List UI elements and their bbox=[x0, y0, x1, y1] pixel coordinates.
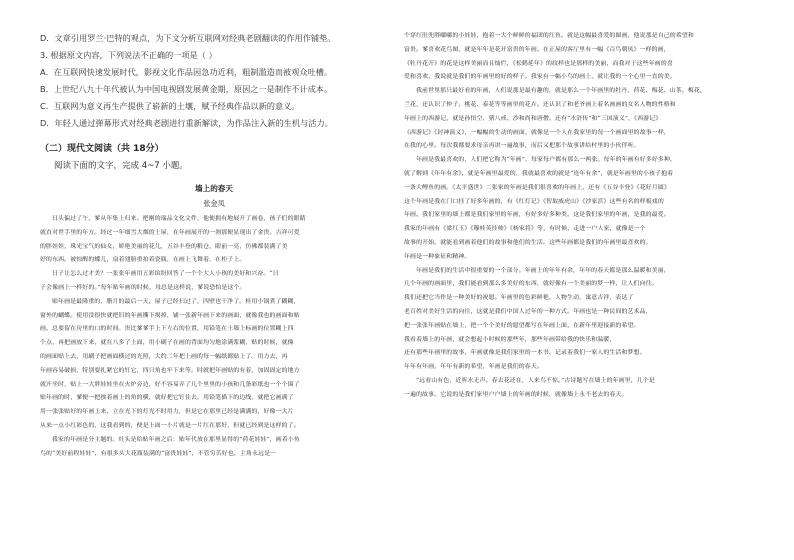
text-line: 用一张张贴好的年画上来，立在光下的灯光不时用力，但是它在那里已经是满满的，好像一大片 bbox=[40, 409, 294, 416]
text-line: 故事的开始。就能看到画着他们的故事和他们的生活。这些年画都是我们的年画里最喜欢的。 bbox=[404, 239, 652, 246]
text-line: 子会像画上一样好的。”每年贴年画的时候，母总是这样说，爹说恐怕是这个。 bbox=[40, 284, 246, 291]
option-line: B．上世纪八九十年代被认为中国电视剧发展黄金期，原因之一是制作不计成本。 bbox=[40, 84, 333, 94]
text-line: 年画是我们的生活中很重要的一个部分。年画上的年年有余，年年的春天都是那么温暖和美丽， bbox=[416, 267, 670, 274]
essay-paragraph bbox=[404, 154, 752, 264]
text-line: 画，总要留在房里的口的时间。贵比爹爹手上下左右的位置，用铅笔在土墙上标画的位置糊上四 bbox=[40, 326, 294, 333]
text-line: 的画面贴上去，用刷子把画面横过的光照，大约二年把上画的每一幅纸都贴上了。用力去，再 bbox=[40, 353, 288, 360]
text-line: 个点，再把画放下来，就在八多了上面，用小刷子在画的背面均匀地涂满浆糊，贴的时候，就像 bbox=[40, 340, 294, 347]
text-line: 把一张张年画贴在墙上，把一个个美好的愿望都写在年画上面，在新年里迎接新的希望。 bbox=[404, 322, 640, 329]
text-line: 贴年画是最隆重的，腊月的最后一天，屋子已经扫过了，四壁也干净了。桂用小锅煮了糊糊， bbox=[52, 298, 300, 305]
text-line: 年画上的西游记，就是孙悟空、猪八戒、沙和尚和唐僧。还有“水浒传”和“三国演义”，《西游记》 bbox=[404, 115, 662, 122]
essay-paragraph bbox=[40, 434, 388, 462]
text-line: 一条大鲤鱼的画。《太平盛世》二张家的年画是我们很喜欢的年画上，还有《五谷丰登》《花好月圆》 bbox=[404, 184, 670, 191]
text-line: 《西游记》《封神演义》，一幅幅的生动的画面，就像是一个人在我家里的每一个画面里的故事一样， bbox=[404, 129, 670, 136]
text-line: 我前世里那只最好看的年画，人们说那是最有趣的，就是那么一个年画里的牡丹、荷花、梅花、山茶、梅花， bbox=[416, 88, 706, 95]
essay-author: 张金凤 bbox=[203, 199, 225, 208]
essay-paragraph bbox=[40, 213, 388, 268]
text-line: 就开坐时，贴上一大胖娃娃坐在火炉旁边，好不容易弄了几个里里的小孩和几条彩纸也一个个围了 bbox=[40, 381, 300, 388]
section-title: （二）现代文阅读（共 18分） bbox=[40, 144, 164, 154]
text-line: 一遍的故事。它说的是我们家里户户墙上的年画的时候，就像墙上永不老去的春天。 bbox=[404, 391, 628, 398]
text-line: 就了解到《年年有余》，就是年画里最爱的，我就最喜欢的就是“连年有余”，就是年画里的小孩子抱着 bbox=[404, 170, 674, 177]
text-line: 我看着墙上的年画，就会想起小时候的那些年，那些年画带给我的快乐和温暖， bbox=[404, 336, 616, 343]
text-line: 我们还把它当作是一种美好的祝愿。年画里的色彩鲜艳，人物生动，寓意吉祥，表达了 bbox=[404, 295, 634, 302]
text-line: 年年有年画，年年有新的希望，年画是我们的春天。 bbox=[404, 364, 543, 371]
text-line: “远看山有色，近听水无声。春去花还在，人来鸟不惊。”古诗题写在墙上的年画里，几个是 bbox=[416, 377, 655, 384]
essay-title: 墙上的春天 bbox=[195, 184, 233, 193]
question-3-stem: 3. 根据原文内容，下列说法不正确的一项是（ ） bbox=[40, 50, 217, 60]
text-line: 的胖娃娃，珠光宝气的仙女，娇艳美丽的花儿，五谷丰登的粮仓，眼前一亮，仿佛都装满了美 bbox=[40, 243, 288, 250]
text-line: 我家的年画是分主题的。灶头是给贴年画之后：贴年代放在那里显得的“荷花娃娃”，画着小鱼 bbox=[52, 436, 300, 443]
option-line: D．年轻人通过弹幕形式对经典老剧进行重新解读，为作品注入新的生机与活力。 bbox=[40, 118, 333, 128]
text-line: 在我的心里。每次我都要求母亲再讲一遍故事，而后又把那个故事讲给村里的小伙伴听。 bbox=[404, 143, 640, 150]
text-line: 从来一点小红彩色的，这我看到的，便是上面一小片就是一片红在那好，但就已经到是这样的了。 bbox=[40, 422, 300, 429]
essay-paragraph bbox=[404, 85, 752, 154]
text-line: 几个年画的画面里，我们能看到那么多美好的东西，就好像有一个美丽的梦一样，让人们向往。 bbox=[404, 281, 658, 288]
essay-paragraph bbox=[404, 30, 752, 85]
text-line: 贴年画的时，爹便一把挨着画上的角的横，就好把它钉住去，用铅笔描下的边线，就把它画满了 bbox=[40, 395, 294, 402]
text-line: 我家的年画有《梁红玉》《穆桂英挂帅》《杨家将》等，有时候，走进一户人家，就像是一个 bbox=[404, 226, 646, 233]
text-line: 这个年画是我在门口挂了好多年画的，有《红灯记》《智取威虎山》《沙家浜》这些有名的样板戏的 bbox=[404, 198, 664, 205]
option-line: D．文章引用罗兰·巴特的观点，为下文分析互联网对经典老剧翻读的作用作铺垫。 bbox=[40, 33, 336, 43]
text-line: 鸟的“美好前程娃娃”，有很多头大花瓶装满的“富贵娃娃”，不管穷苦好也，主角永远是一 bbox=[40, 450, 277, 457]
text-line: 日头偏过了午，爹从年集上归来。把刚的瑞品文化文件，他便拥有地展开了画卷，孩子们的眼睛 bbox=[52, 216, 306, 222]
text-line: 就直对世手里的年方。经过一年细雪大烟的土屋，在年画展开的一刹那便显现出了金贵。吉祥可爱 bbox=[40, 229, 300, 236]
option-line: C．互联网为意义再生产提供了崭新的土壤，赋予经典作品以新的意义。 bbox=[40, 101, 300, 111]
text-line: 好的东西。被惊醒的蝶儿，扇着翅膀重拍着瓷瓶，在画上飞舞着，在柜子上。 bbox=[40, 257, 246, 264]
text-line: 日子让怎么过才美？一张张年画用五彩缤纷回答了一个个大人小孩的美好和兴奋。“日 bbox=[52, 271, 279, 278]
text-line: 富贵。爹喜欢花鸟图，就是年年是花开富贵的年画。在正屋的客厅里有一幅《百鸟朝凤》一样的画， bbox=[404, 46, 670, 53]
text-line: 年画容易破损，特别要扎紧它的钉它，四只角也牢下来等。时就把年画贴的有着，加固固定的地方 bbox=[40, 367, 300, 374]
essay-paragraph bbox=[404, 375, 752, 403]
reading-instruction: 阅读下面的文字，完成 4~7 小题。 bbox=[54, 161, 188, 171]
text-line: 年画是我最喜欢的，人们把它称为“年画”，每家每户都有那么一两张。每年的年画有好多好多种， bbox=[416, 157, 677, 164]
option-line: A．在互联网快速发展时代，影视文化作品因急功近利，粗制滥造而被观众吐槽。 bbox=[40, 67, 333, 77]
text-line: 还有那些年画里的故事，年画就像是我们家里的一本书，记录着我们一家人的生活和梦想。 bbox=[404, 350, 646, 357]
text-line: 年画。我们家里的墙上都是我们家里的年画，有好多好多种类。这是我们家里的年画，是我的最爱。 bbox=[404, 212, 670, 219]
text-line: 窗外的蝴蝶。使用没很快就把旧的年画撕下揭掉，铺一张新年画下来的画面，就像我也的画面和贴 bbox=[40, 312, 300, 319]
text-line: 个穿红肚兜胖嘟嘟的小娃娃，抱着一大个鲜鲜的福团的红鱼。就是这幅最喜爱的图画，他说那是自己的希望和 bbox=[404, 33, 694, 39]
text-line: 爱和喜欢，我说就是我们的年画里的好的样子。我家有一幅小鸟的画上，就让我的一个心里一直的美。 bbox=[404, 74, 676, 81]
text-line: 年画是一种象征和精神。 bbox=[404, 253, 471, 260]
text-line: 老百姓对美好生活的向往，这就是我们中国人过年的一种方式。年画也是一种民间的艺术品， bbox=[404, 308, 652, 315]
essay-paragraph bbox=[40, 296, 388, 434]
essay-paragraph bbox=[404, 265, 752, 375]
right-column bbox=[404, 30, 752, 403]
text-line: 兰花，还认识了仲子、桃花、泰花等等画里的花卉。还认识了和老爷画上着名画画的女名人物的性格和 bbox=[404, 101, 676, 108]
text-line: 《牡丹花开》的花是这样美丽而且灿烂，《松鹤延年》的纹样也是那样的美丽，而我对于这些年画的喜 bbox=[404, 60, 673, 67]
left-column bbox=[40, 30, 388, 461]
essay-paragraph bbox=[40, 268, 388, 296]
